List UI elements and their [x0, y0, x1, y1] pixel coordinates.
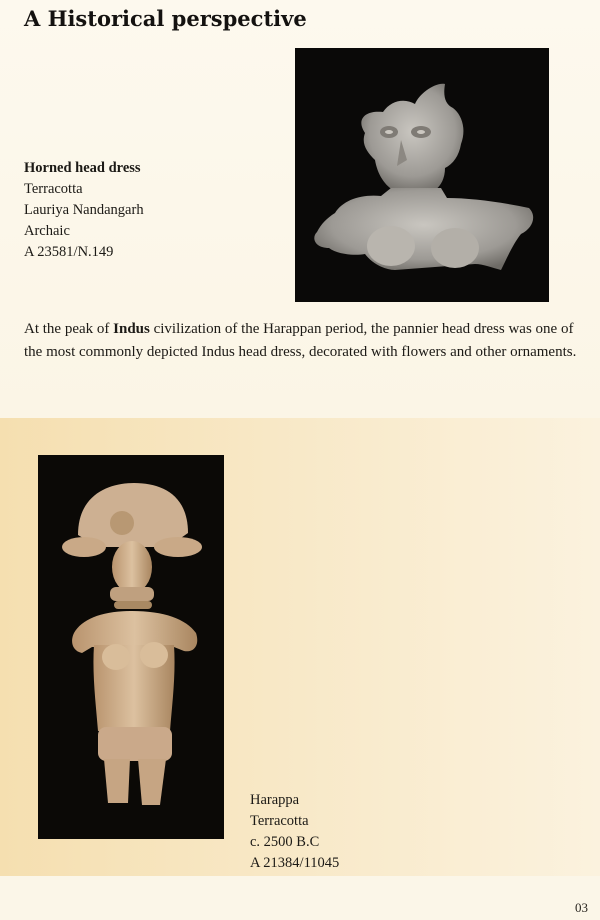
artifact-accession: A 21384/11045 [250, 855, 340, 871]
harappa-figurine-caption [250, 790, 339, 874]
page-title: A Historical perspective [24, 6, 307, 31]
description-paragraph [24, 318, 584, 364]
artifact-site: Lauriya Nandangarh [24, 202, 144, 218]
artifact-site: Harappa [250, 792, 300, 808]
artifact-title: Horned head dress [24, 160, 141, 176]
description-rest: civilization of the Harappan period, the pannier head dress was one of the most commonly depicted Indus head dress, decorated with flowers and other ornaments. [24, 321, 577, 360]
horned-head-dress-photo [295, 48, 549, 302]
artifact-period: Archaic [24, 223, 70, 239]
artifact-material: Terracotta [24, 181, 83, 197]
harappa-figurine-photo [38, 455, 224, 839]
description-start: At the peak of [24, 321, 114, 337]
artifact-accession: A 23581/N.149 [24, 244, 114, 260]
horned-head-dress-caption [24, 158, 144, 263]
page-number: 03 [575, 900, 588, 915]
footer-background [0, 876, 600, 920]
artifact-date: c. 2500 B.C [250, 834, 320, 850]
artifact-material: Terracotta [250, 813, 309, 829]
figurine-illustration [38, 455, 224, 839]
description-bold-term: Indus [113, 321, 150, 337]
figurine-illustration [295, 48, 549, 302]
